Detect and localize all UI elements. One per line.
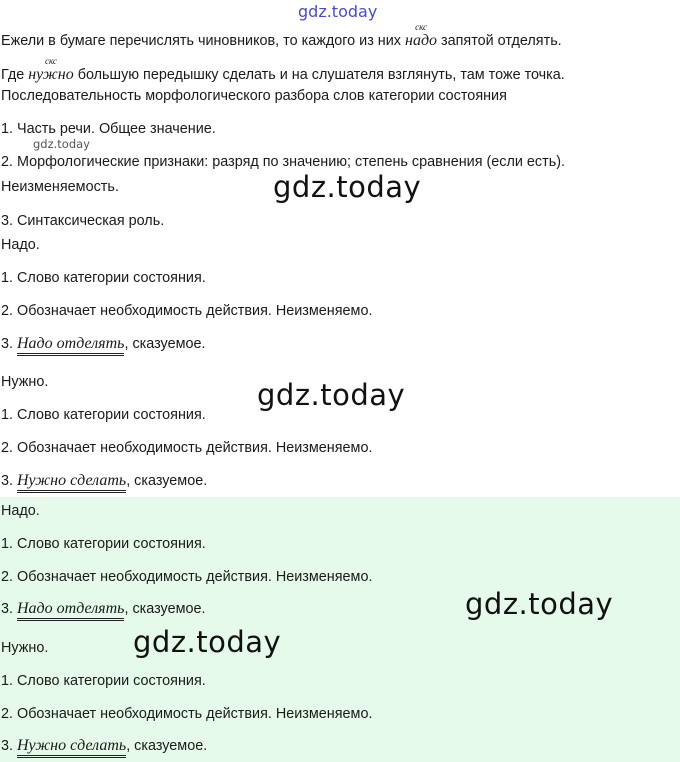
predicate-phrase: Надо отделять	[17, 335, 124, 356]
point-number: 3.	[1, 738, 17, 754]
analysis-point-3	[1, 600, 205, 618]
marked-word	[28, 56, 74, 84]
point-text: , сказуемое.	[126, 473, 208, 489]
point-text: , сказуемое.	[124, 601, 206, 617]
intro-line-1	[1, 22, 562, 50]
predicate-phrase: Нужно сделать	[17, 472, 126, 493]
intro-text: запятой отделять.	[437, 33, 562, 49]
marked-word-text: нужно	[28, 66, 74, 83]
sks-label: скс	[415, 22, 427, 32]
watermark: gdz.today	[273, 170, 422, 204]
analysis-point-2: 2. Обозначает необходимость действия. Неизменяемо.	[1, 440, 373, 456]
watermark: gdz.today	[257, 378, 406, 412]
watermark: gdz.today	[465, 587, 614, 621]
analysis-point-2: 2. Обозначает необходимость действия. Неизменяемо.	[1, 303, 373, 319]
analysis-point-2: 2. Обозначает необходимость действия. Неизменяемо.	[1, 569, 373, 585]
analysis-point-3	[1, 335, 205, 353]
plan-item-3: 3. Синтаксическая роль.	[1, 213, 165, 229]
point-number: 3.	[1, 601, 17, 617]
marked-word	[405, 22, 438, 50]
point-text: , сказуемое.	[124, 336, 206, 352]
predicate-phrase: Надо отделять	[17, 600, 124, 621]
point-number: 3.	[1, 336, 17, 352]
marked-word-text: надо	[405, 32, 438, 49]
intro-line-3: Последовательность морфологического разбора слов категории состояния	[1, 88, 507, 104]
analysis-word: Надо.	[1, 503, 40, 519]
analysis-word: Нужно.	[1, 640, 49, 656]
intro-text: большую передышку сделать и на слушателя взглянуть, там тоже точка.	[73, 67, 565, 83]
analysis-point-2: 2. Обозначает необходимость действия. Неизменяемо.	[1, 706, 373, 722]
point-number: 3.	[1, 473, 17, 489]
watermark: gdz.today	[133, 625, 282, 659]
analysis-point-1: 1. Слово категории состояния.	[1, 407, 206, 423]
analysis-word: Надо.	[1, 237, 40, 253]
intro-text: Ежели в бумаге перечислять чиновников, то каждого из них	[1, 33, 405, 49]
analysis-point-1: 1. Слово категории состояния.	[1, 536, 206, 552]
plan-item-2: 2. Морфологические признаки: разряд по значению; степень сравнения (если есть).	[1, 154, 565, 170]
analysis-point-3	[1, 737, 207, 755]
sks-label: скс	[45, 56, 57, 66]
predicate-phrase: Нужно сделать	[17, 737, 126, 758]
analysis-point-1: 1. Слово категории состояния.	[1, 673, 206, 689]
watermark-small: gdz.today	[33, 137, 90, 151]
analysis-point-3	[1, 472, 207, 490]
plan-item-1: 1. Часть речи. Общее значение.	[1, 121, 216, 137]
analysis-word: Нужно.	[1, 374, 49, 390]
intro-line-2	[1, 56, 565, 84]
watermark-top: gdz.today	[298, 2, 378, 21]
analysis-point-1: 1. Слово категории состояния.	[1, 270, 206, 286]
intro-text: Где	[1, 67, 29, 83]
plan-item-2-continued: Неизменяемость.	[1, 179, 119, 195]
point-text: , сказуемое.	[126, 738, 208, 754]
